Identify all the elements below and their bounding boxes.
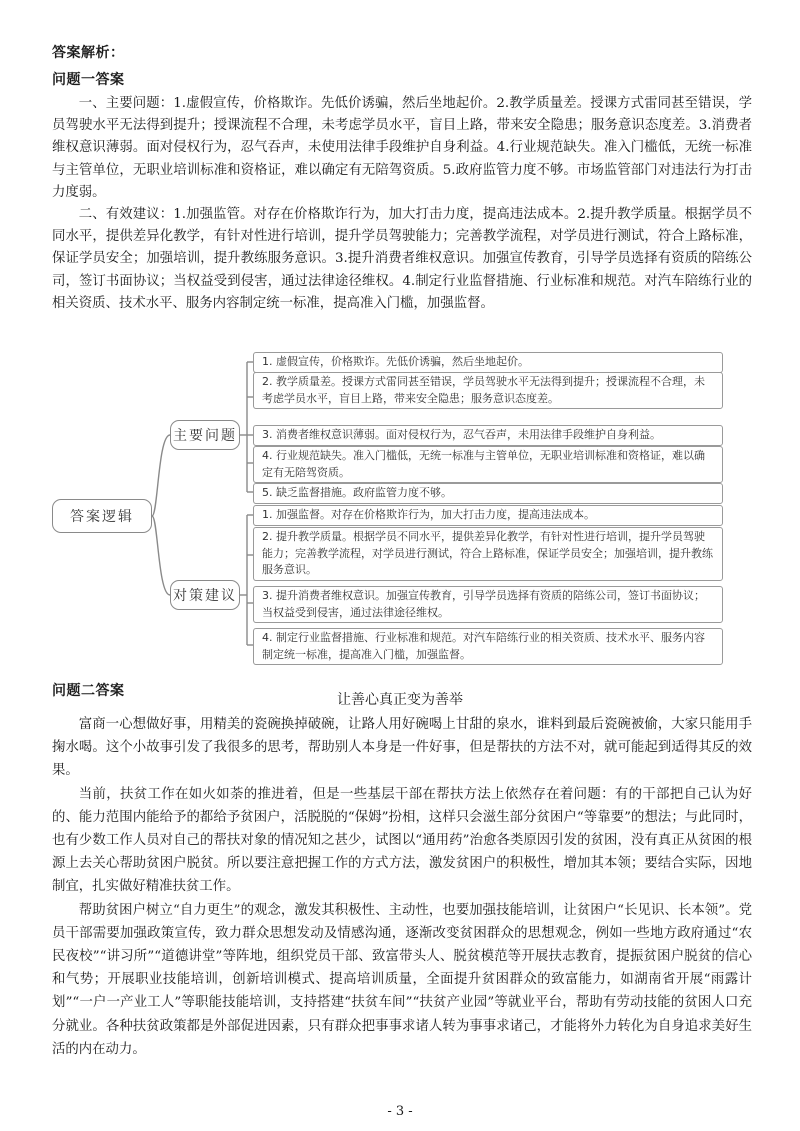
mindmap-root-node: 答案逻辑 xyxy=(52,499,152,533)
q2-essay-body xyxy=(52,713,752,1061)
q1-paragraph-suggestions: 二、有效建议：1.加强监管。对存在价格欺诈行为，加大打击力度，提高违法成本。2.提升教学质量。根据学员不同水平，提供差异化教学，有针对性进行培训，提升学员驾驶能力；完善教学流程，对学员进行测试，符合上路标准，保证学员安全；加强培训，提升教练服务意识。3.提升消费者维权意识。加强宣传教育，引导学员选择有资质的陪练公司，签订书面协议；当权益受到侵害，通过法律途径维权。4.制定行业监督措施、行业标准和规范。对汽车陪练行业的相关资质、技术水平、服务内容制定统一标准，提高准入门槛，加强监督。 xyxy=(52,207,752,311)
mindmap-branch-main-problems: 主要问题 xyxy=(170,420,240,450)
mindmap-branch-countermeasures: 对策建议 xyxy=(170,580,240,610)
countermeasure-item-3: 3. 提升消费者维权意识。加强宣传教育，引导学员选择有资质的陪练公司，签订书面协议；当权益受到侵害，通过法律途径维权。 xyxy=(253,586,723,623)
problem-item-4: 4. 行业规范缺失。准入门槛低，无统一标准与主管单位，无职业培训标准和资格证，难以确定有无陪驾资质。 xyxy=(253,446,723,483)
connector-root-branch2 xyxy=(152,516,170,595)
problem-item-3: 3. 消费者维权意识薄弱。面对侵权行为，忍气吞声，未用法律手段维护自身利益。 xyxy=(253,425,723,446)
q2-heading: 问题二答案 xyxy=(52,683,125,699)
essay-paragraph-1: 富商一心想做好事，用精美的瓷碗换掉破碗，让路人用好碗喝上甘甜的泉水，谁料到最后瓷碗被偷，大家只能用手掬水喝。这个小故事引发了我很多的思考，帮助别人本身是一件好事，但是帮扶的方法不对，就可能起到适得其反的效果。 xyxy=(52,717,752,779)
q1-body xyxy=(52,93,752,315)
countermeasure-item-2: 2. 提升教学质量。根据学员不同水平，提供差异化教学，有针对性进行培训，提升学员驾驶能力；完善教学流程，对学员进行测试，符合上路标准，保证学员安全；加强培训，提升教练服务意识。 xyxy=(253,527,723,581)
problem-item-5: 5. 缺乏监督措施。政府监管力度不够。 xyxy=(253,483,723,504)
problem-item-1: 1. 虚假宣传，价格欺诈。先低价诱骗，然后坐地起价。 xyxy=(253,352,723,373)
section-title: 答案解析： xyxy=(52,45,125,61)
countermeasure-item-1: 1. 加强监督。对存在价格欺诈行为，加大打击力度，提高违法成本。 xyxy=(253,505,723,526)
essay-title: 让善心真正变为善举 xyxy=(337,692,463,708)
page-number: - 3 - xyxy=(387,1104,413,1119)
essay-paragraph-3: 帮助贫困户树立“自力更生”的观念，激发其积极性、主动性，也要加强技能培训，让贫困户“长见识、长本领”。党员干部需要加强政策宣传，致力群众思想发动及情感沟通，逐渐改变贫困群众的思想观念，例如一些地方政府通过“农民夜校”“讲习所”“道德讲堂”等阵地，组织党员干部、致富带头人、脱贫模范等开展扶志教育，提振贫困户脱贫的信心和气势；开展职业技能培训，创新培训模式、提高培训质量，全面提升贫困群众的致富能力，如湖南省开展“雨露计划”“一户一产业工人”等职能技能培训，支持搭建“扶贫车间”“扶贫产业园”等就业平台，帮助有劳动技能的贫困人口充分就业。各种扶贫政策都是外部促进因素，只有群众把事事求诸人转为事事求诸己，才能将外力转化为自身追求美好生活的内在动力。 xyxy=(52,902,752,1057)
connector-root-branch1 xyxy=(152,435,170,516)
countermeasure-item-4: 4. 制定行业监督措施、行业标准和规范。对汽车陪练行业的相关资质、技术水平、服务内容制定统一标准，提高准入门槛，加强监督。 xyxy=(253,628,723,665)
answer-logic-mindmap xyxy=(0,340,800,670)
q1-paragraph-problems: 一、主要问题：1.虚假宣传，价格欺诈。先低价诱骗，然后坐地起价。2.教学质量差。授课方式雷同甚至错误，学员驾驶水平无法得到提升；授课流程不合理，未考虑学员水平，盲目上路，带来安全隐患；服务意识态度差。3.消费者维权意识薄弱。面对侵权行为，忍气吞声，未使用法律手段维护自身利益。4.行业规范缺失。准入门槛低，无统一标准与主管单位，无职业培训标准和资格证，难以确定有无陪驾资质。5.政府监管力度不够。市场监管部门对违法行为打击力度弱。 xyxy=(52,96,752,200)
essay-paragraph-2: 当前，扶贫工作在如火如荼的推进着，但是一些基层干部在帮扶方法上依然存在着问题：有的干部把自己认为好的、能力范围内能给予的都给予贫困户，活脱脱的“保姆”扮相，这样只会滋生部分贫困户“等靠要”的想法；与此同时，也有少数工作人员对自己的帮扶对象的情况知之甚少，试图以“通用药”治愈各类原因引发的贫困，没有真正从贫困的根源上去关心帮助贫困户脱贫。所以要注意把握工作的方式方法，激发贫困户的积极性，增加其本领；要结合实际，因地制宜，扎实做好精准扶贫工作。 xyxy=(52,786,752,895)
q1-heading: 问题一答案 xyxy=(52,72,125,88)
problem-item-2: 2. 教学质量差。授课方式雷同甚至错误，学员驾驶水平无法得到提升；授课流程不合理，未考虑学员水平，盲目上路，带来安全隐患；服务意识态度差。 xyxy=(253,372,723,409)
